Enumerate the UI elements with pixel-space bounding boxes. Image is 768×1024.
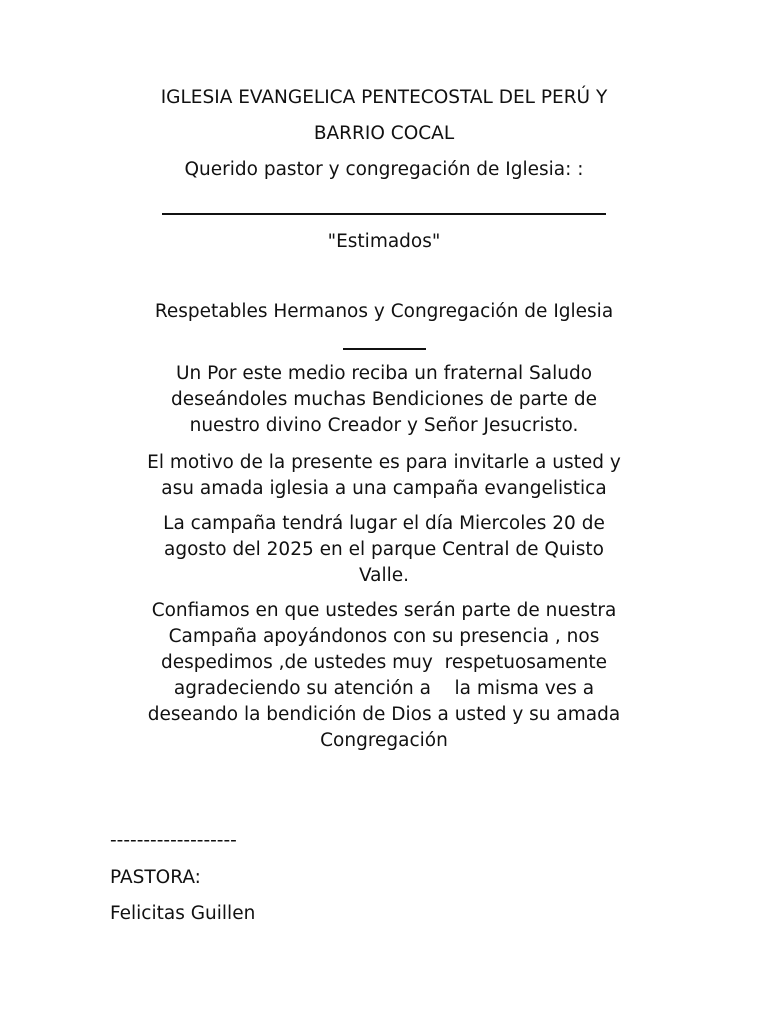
paragraph-line: deseándoles muchas Bendiciones de parte de <box>170 389 598 410</box>
paragraph-line: agradeciendo su atención a la misma ves a <box>173 678 595 699</box>
addressee-underline <box>162 213 606 215</box>
paragraph-closing <box>0 598 768 754</box>
paragraph-line: asu amada iglesia a una campaña evangelistica <box>161 478 607 499</box>
paragraph-blessings <box>0 361 768 439</box>
addressee-line: Querido pastor y congregación de Iglesia: : <box>184 159 584 180</box>
paragraph-line: despedimos ,de ustedes muy respetuosamente <box>161 652 607 673</box>
greeting-underline <box>343 348 426 350</box>
paragraph-line: Confiamos en que ustedes serán parte de nuestra <box>151 600 617 621</box>
paragraph-invitation <box>0 450 768 502</box>
paragraph-line: La campaña tendrá lugar el día Miercoles 20 de <box>163 513 605 534</box>
paragraph-line: agosto del 2025 en el parque Central de Quisto <box>164 539 604 560</box>
paragraph-event-details <box>0 511 768 589</box>
greeting-line: Respetables Hermanos y Congregación de Iglesia <box>154 301 614 322</box>
paragraph-line: Campaña apoyándonos con su presencia , nos <box>168 626 600 647</box>
paragraph-line: deseando la bendición de Dios a usted y su amada <box>147 704 621 725</box>
salutation: "Estimados" <box>327 231 441 252</box>
signature-line: ------------------- <box>110 830 237 851</box>
signature-role: PASTORA: <box>110 867 201 888</box>
church-name-line-2: BARRIO COCAL <box>313 123 455 144</box>
church-name-line-1: IGLESIA EVANGELICA PENTECOSTAL DEL PERÚ Y <box>160 87 608 108</box>
paragraph-line: nuestro divino Creador y Señor Jesucristo. <box>189 415 579 436</box>
paragraph-line: Congregación <box>320 730 448 751</box>
paragraph-line: Un Por este medio reciba un fraternal Saludo <box>175 363 593 384</box>
paragraph-line: Valle. <box>358 565 410 586</box>
signature-name: Felicitas Guillen <box>110 903 256 924</box>
paragraph-line: El motivo de la presente es para invitarle a usted y <box>147 452 621 473</box>
